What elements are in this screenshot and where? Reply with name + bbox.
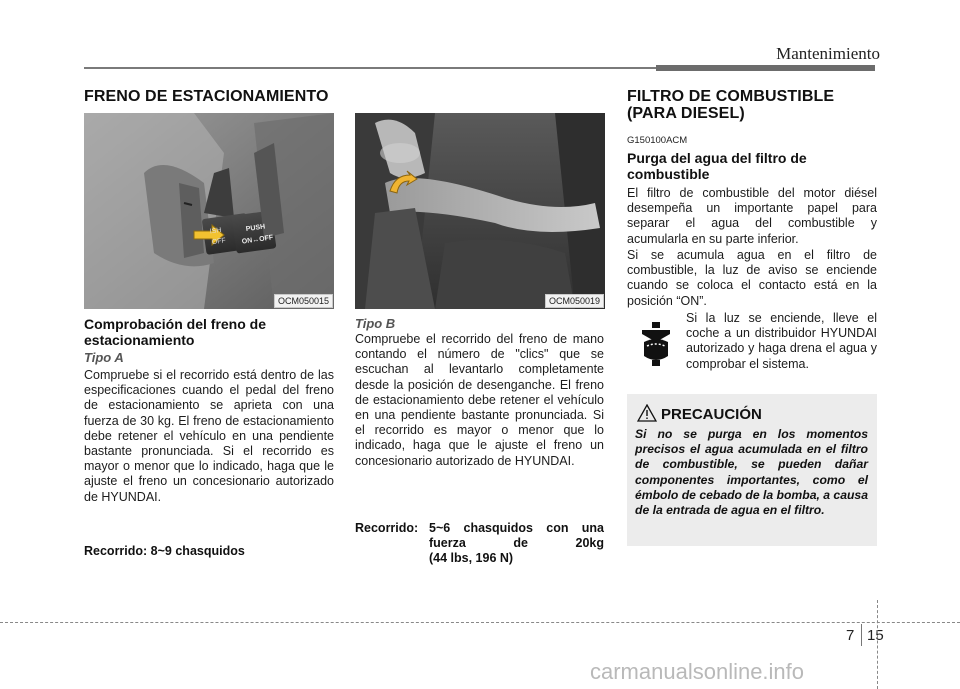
hand-brake-illustration [355,113,605,309]
recorrido-b-label: Recorrido: [355,521,419,535]
subhead-fuel-filter: Purga del agua del filtro de combustible [627,150,807,182]
photo-caption: OCM050015 [274,294,333,308]
pedal-label-off: OFF [211,237,227,247]
subhead-brake-check: Comprobación del freno de estacionamiento [84,316,267,348]
pedal-label-on-off: ON↔OFF [241,234,274,246]
fuel-filter-water-warning-icon [636,320,676,370]
fuel-filter-paragraph-3: Si la luz se enciende, lleve el coche a un distribuidor HYUNDAI autorizado y haga drena el agua y comprobar el sistema. [686,311,877,371]
section-title-fuel-filter-2: (PARA DIESEL) [627,105,745,122]
page-number-divider [861,624,862,646]
fuel-filter-paragraph-2: Si se acumula agua en el filtro de combustible, la luz de aviso se enciende cuando se coloca el contacto está en la posición “ON”. [627,248,877,308]
watermark-text: carmanualsonline.info [590,659,805,684]
fuel-filter-paragraph-1: El filtro de combustible del motor diésel desempeña un importante papel para separar el agua del combustible y acumularla en su parte inferior. [627,186,877,246]
tipo-b-heading: Tipo B [355,316,396,331]
tipo-a-paragraph: Compruebe si el recorrido está dentro de las especificaciones cuando el pedal del freno de estacionamiento se aprieta con una fuerza de 30 kg. El freno de estacionamiento debe retener el vehículo en una pendiente bastante pronunciada. Si el recorrido es mayor o menor que lo indicado, haga que le ajuste el freno un concesionario autorizado de HYUNDAI. [84,368,334,504]
pedal-label-push: PUSH [245,223,266,234]
photo-caption: OCM050019 [545,294,604,308]
recorrido-a: Recorrido: 8~9 chasquidos [84,544,245,558]
section-code: G150100ACM [627,135,688,146]
page-number: 15 [867,627,884,644]
recorrido-b-value-line3: (44 lbs, 196 N) [429,551,514,565]
section-title-parking-brake: FRENO DE ESTACIONAMIENTO [84,88,329,105]
recorrido-b-value-line2: fuerza de 20kg [429,536,604,550]
parking-pedal-photo [84,113,334,309]
caution-text: Si no se purga en los momentos precisos el agua acumulada en el filtro de combustible, se pueden dañar componentes importantes, como el émbolo de cebado de la bomba, a causa de la entrada de agua en el filtro. [635,427,868,518]
section-title-fuel-filter-1: FILTRO DE COMBUSTIBLE [627,88,835,105]
footer-dashed-rule [0,622,960,623]
caution-triangle-icon [637,404,657,427]
parking-pedal-illustration [84,113,334,309]
recorrido-b-value-line1: 5~6 chasquidos con una [429,521,604,535]
chapter-number: 7 [846,627,855,644]
header-title: Mantenimiento [776,44,880,63]
caution-box [627,394,877,546]
tipo-a-heading: Tipo A [84,350,124,365]
header-accent-bar [656,65,875,71]
caution-title: PRECAUCIÓN [661,406,762,423]
pedal-label-ish: ISH [209,226,222,236]
footer-dashed-vertical [877,600,878,689]
tipo-b-paragraph: Compruebe el recorrido del freno de mano contando el número de "clics" que se escuchan al levantarlo completamente desde la posición de desenganche. El freno de estacionamiento debe retener el vehículo en una pendiente bastante pronunciada. Si el recorrido es mayor o menor que lo indicado, haga que le ajuste el freno un concesionario autorizado de HYUNDAI. [355,332,604,468]
hand-brake-photo [355,113,605,309]
